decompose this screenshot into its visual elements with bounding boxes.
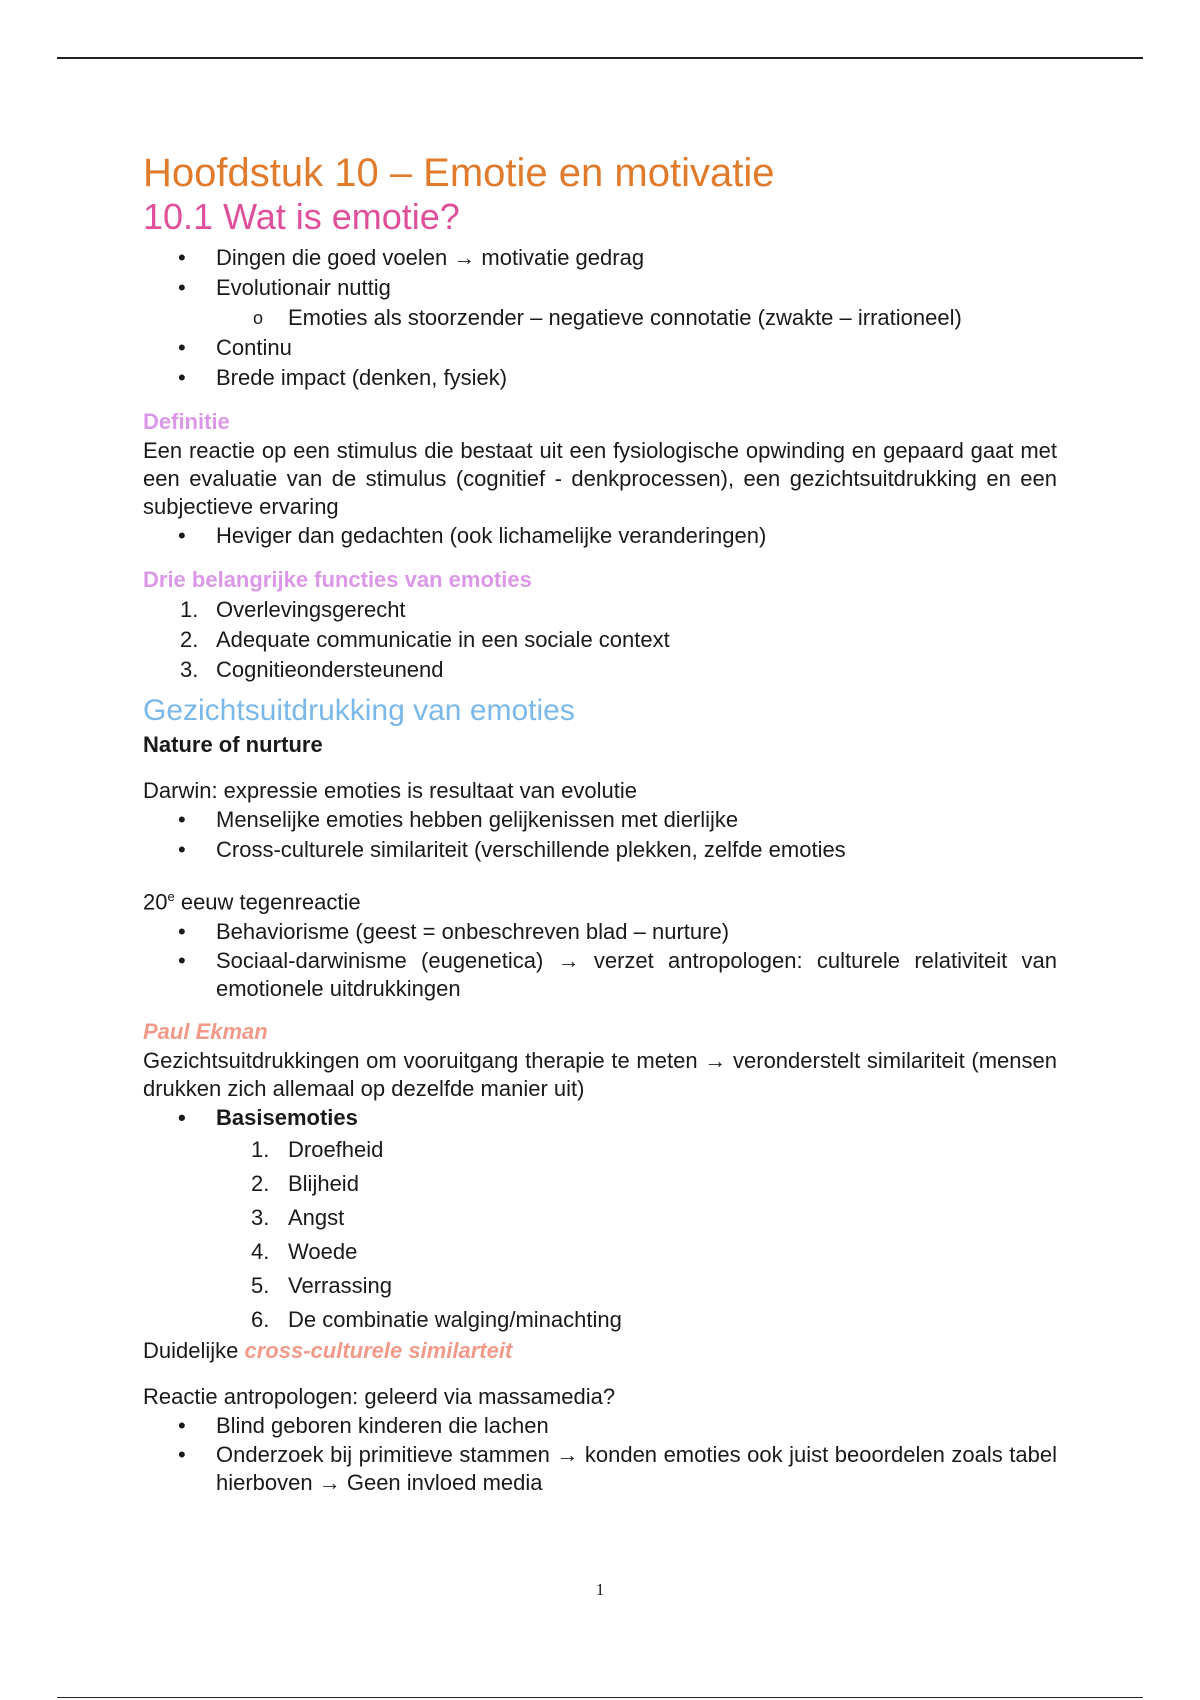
emotions-list [143,1133,1057,1337]
list-item: • Sociaal-darwinisme (eugenetica) → verzet antropologen: culturele relativiteit van emotionele uitdrukkingen [143,947,1057,1003]
list-item: • Onderzoek bij primitieve stammen → konden emoties ook juist beoordelen zoals tabel hierboven → Geen invloed media [143,1441,1057,1497]
intro-sublist [143,303,1057,333]
duidelijk-text: Duidelijke cross-culturele similarteit [143,1337,513,1363]
functies-label: Drie belangrijke functies van emoties [143,567,532,593]
list-item: • Continu [143,333,1057,363]
document-page [143,150,1057,1497]
ekman-label: Paul Ekman [143,1018,268,1044]
list-item: 2. Adequate communicatie in een sociale context [180,627,670,653]
list-item: 1. Droefheid [251,1136,384,1162]
antropologen-list [143,1411,1057,1497]
intro-list [143,243,1057,303]
eeuw-list [143,917,1057,1003]
header-rule [57,57,1143,59]
list-item: • Heviger dan gedachten (ook lichamelijke veranderingen) [143,521,1057,551]
darwin-list [143,805,1057,865]
definitie-label: Definitie [143,409,230,435]
definitie-list [143,521,1057,551]
chapter-title: Hoofdstuk 10 – Emotie en motivatie [143,151,775,195]
list-item: 6. De combinatie walging/minachting [251,1306,622,1332]
list-item: • Brede impact (denken, fysiek) [143,363,1057,393]
list-item: 5. Verrassing [251,1272,392,1298]
definitie-text: Een reactie op een stimulus die bestaat uit een fysiologische opwinding en gepaard gaat met een evaluatie van de stimulus (cognitief - denkprocessen), een gezichtsuitdrukking en een subjectieve ervaring [143,438,1057,520]
list-item: • Menselijke emoties hebben gelijkenissen met dierlijke [143,805,1057,835]
ekman-text: Gezichtsuitdrukkingen om vooruitgang therapie te meten → veronderstelt similariteit (mensen drukken zich allemaal op dezelfde manier uit) [143,1047,1057,1101]
basisemoties-list [143,1103,1057,1133]
list-item: • Cross-culturele similariteit (verschillende plekken, zelfde emoties [143,835,1057,865]
list-item: o Emoties als stoorzender – negatieve connotatie (zwakte – irrationeel) [143,303,1057,333]
eeuw-text: 20e eeuw tegenreactie [143,889,361,915]
intro-list-2 [143,333,1057,393]
list-item: • Blind geboren kinderen die lachen [143,1411,1057,1441]
basisemoties-label: • Basisemoties [143,1103,1057,1133]
list-item: 4. Woede [251,1238,358,1264]
list-item: • Dingen die goed voelen → motivatie gedrag [143,243,1057,273]
list-item: 3. Angst [251,1204,345,1230]
list-item: • Behaviorisme (geest = onbeschreven blad – nurture) [143,917,1057,947]
section-title: 10.1 Wat is emotie? [143,196,460,237]
gezicht-heading: Gezichtsuitdrukking van emoties [143,694,575,728]
nature-nurture-heading: Nature of nurture [143,732,323,758]
list-item: • Evolutionair nuttig [143,273,1057,303]
darwin-text: Darwin: expressie emoties is resultaat van evolutie [143,778,638,804]
page-number: 1 [595,1580,605,1599]
list-item: 3. Cognitieondersteunend [180,657,444,683]
footer-rule [57,1697,1143,1698]
antropologen-text: Reactie antropologen: geleerd via massamedia? [143,1383,616,1409]
functies-list [143,595,1057,685]
list-item: 1. Overlevingsgerecht [180,597,406,623]
list-item: 2. Blijheid [251,1170,359,1196]
